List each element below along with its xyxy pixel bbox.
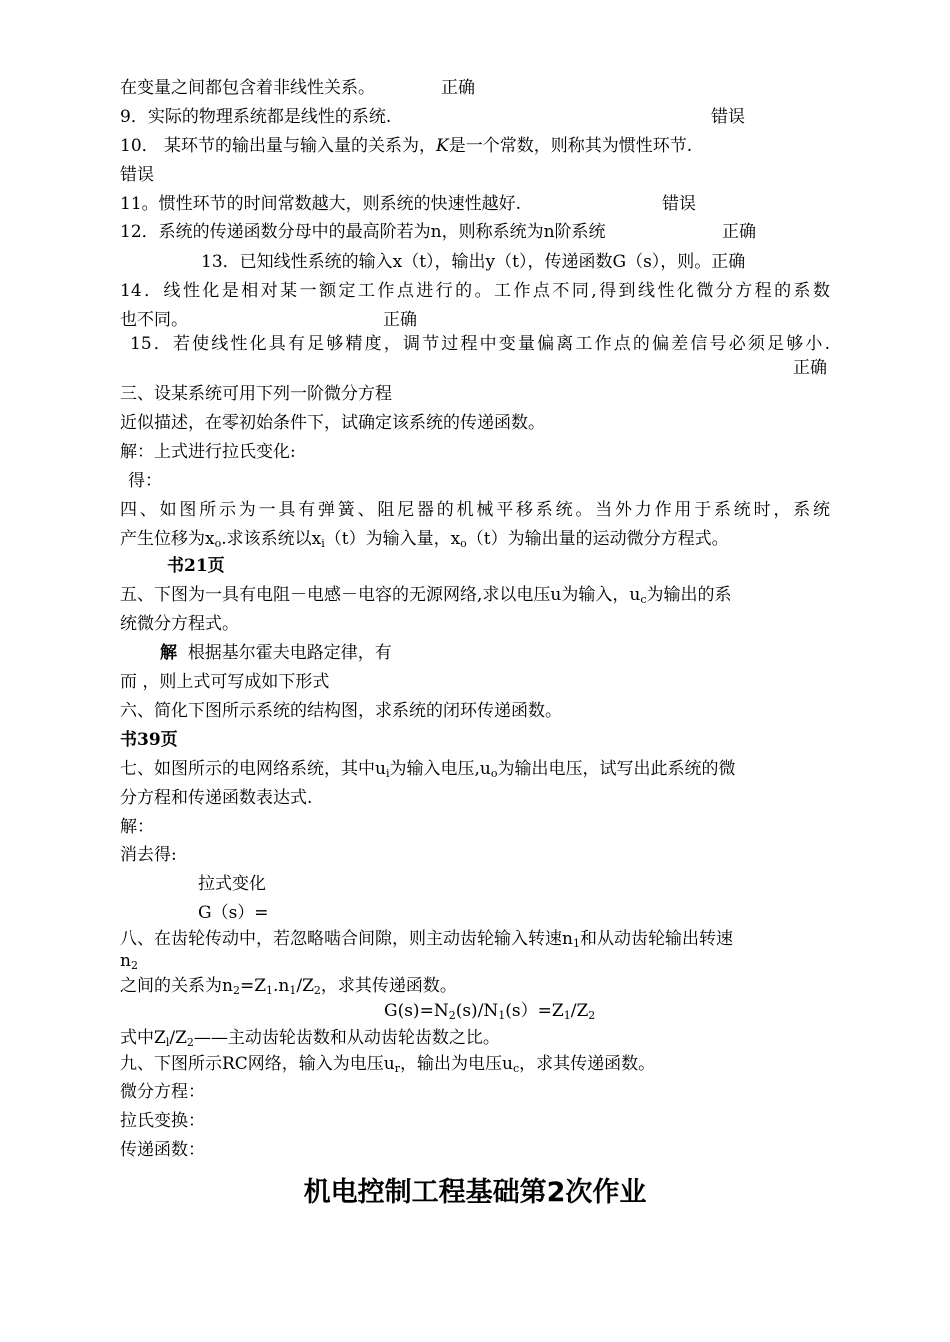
section-3-solution: 解：上式进行拉氏变化: [120,442,296,462]
answer-correct-12: 正确 [722,222,756,242]
question-12: 12．系统的传递函数分母中的最高阶若为n，则称系统为n阶系统 [120,222,606,242]
assignment-title: 机电控制工程基础第2次作业 [303,1177,647,1208]
section-7-laplace: 拉式变化 [198,874,266,894]
section-7-heading: 七、如图所示的电网络系统，其中$u_i$为输入电压$,u_o$为输出电压，试写出此系统的微 [120,759,736,780]
answer-wrong-10: 错误 [120,165,154,185]
question-15: 15．若使线性化具有足够精度，调节过程中变量偏离工作点的偏差信号必须足够小. [130,334,830,354]
question-11: 11。惯性环节的时间常数越大，则系统的快速性越好. [120,194,522,214]
answer-correct-1: 正确 [441,78,475,98]
question-9: 9．实际的物理系统都是线性的系统. [120,107,392,127]
section-3-result: 得： [128,471,162,491]
section-5-cont: 统微分方程式。 [120,614,239,634]
section-5-rewrite: 而 ，则上式可写成如下形式 [120,672,330,692]
section-8-heading: 八、在齿轮传动中，若忽略啮合间隙，则主动齿轮输入转速$n_1$和从动齿轮输出转速 [120,929,733,950]
answer-wrong-11: 错误 [662,194,696,214]
answer-wrong-9: 错误 [711,107,745,127]
section-3-heading: 三、设某系统可用下列一阶微分方程 [120,384,392,404]
section-9-heading: 九、下图所示RC网络，输入为电压$u_r$，输出为电压$u_c$，求其传递函数。 [120,1054,656,1075]
section-8-formula: $G(s)=N_2(s)/N_1(s)=Z_1/Z_2$ [384,1001,596,1022]
section-3-desc: 近似描述，在零初始条件下，试确定该系统的传递函数。 [120,413,545,433]
section-4-cont: 产生位移为$x_o$.求该系统以$x_i(t)$为输入量，$x_o(t)$为输出量的运动微分方程式。 [120,529,729,550]
question-10: 10． 某环节的输出量与输入量的关系为，K是一个常数，则称其为惯性环节. [120,136,693,156]
question-14: 14．线性化是相对某一额定工作点进行的。工作点不同,得到线性化微分方程的系数 [120,281,830,301]
section-7-transfer: G（s）= [198,903,269,923]
book-page-39: 书39页 [120,730,178,750]
section-8-relation: 之间的关系为$n_2=Z_1.n_1/Z_2$，求其传递函数。 [120,976,457,997]
answer-correct-15: 正确 [793,358,827,378]
section-9-laplace: 拉氏变换： [120,1111,205,1131]
book-page-21: 书21页 [167,556,225,576]
section-7-eliminate: 消去得: [120,845,177,865]
section-7-solution: 解： [120,817,154,837]
answer-correct-14: 正确 [383,310,417,330]
section-6-heading: 六、简化下图所示系统的结构图，求系统的闭环传递函数。 [120,701,562,721]
section-9-transfer: 传递函数： [120,1140,205,1160]
question-14-cont: 也不同。 [120,310,188,330]
section-5-solution: 解 根据基尔霍夫电路定律，有 [160,643,392,663]
question-13: 13．已知线性系统的输入x（t），输出y（t），传递函数G（s），则。正确 [201,252,746,272]
section-8-note: 式中$Z_l/Z_2——$主动齿轮齿数和从动齿轮齿数之比。 [120,1028,500,1049]
section-5-heading: 五、下图为一具有电阻－电感－电容的无源网络,求以电压u为输入，$u_c$为输出的系 [120,585,732,606]
section-4-heading: 四、如图所示为一具有弹簧、阻尼器的机械平移系统。当外力作用于系统时，系统 [120,500,830,520]
section-7-cont: 分方程和传递函数表达式. [120,788,313,808]
line-nonlinear-relation: 在变量之间都包含着非线性关系。 [120,78,375,98]
section-8-n2: $n_2$ [120,951,138,972]
section-9-diff-eq: 微分方程： [120,1082,205,1102]
